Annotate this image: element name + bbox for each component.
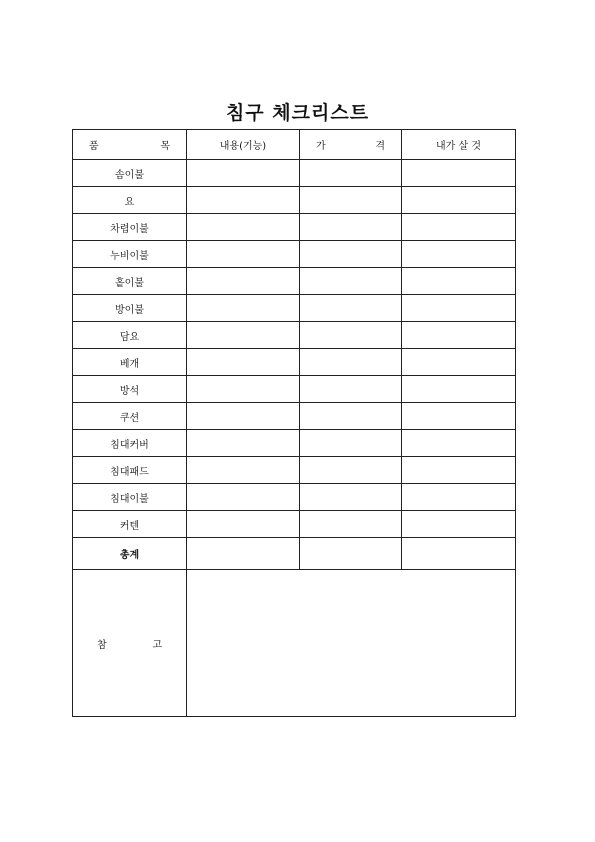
header-content: 내용(기능) — [187, 130, 300, 160]
table-row — [73, 403, 516, 430]
buy-cell[interactable] — [402, 268, 516, 295]
total-row — [73, 538, 516, 570]
table-row — [73, 511, 516, 538]
header-item-char-1: 품 — [89, 141, 99, 152]
item-name-cell: 방이불 — [73, 295, 187, 322]
buy-cell[interactable] — [402, 403, 516, 430]
note-row — [73, 570, 516, 717]
table-row — [73, 295, 516, 322]
buy-cell[interactable] — [402, 214, 516, 241]
buy-cell[interactable] — [402, 430, 516, 457]
table-row — [73, 241, 516, 268]
table-row — [73, 187, 516, 214]
buy-cell[interactable] — [402, 160, 516, 187]
total-label: 총계 — [73, 538, 187, 570]
item-name-cell: 쿠션 — [73, 403, 187, 430]
price-cell[interactable] — [300, 295, 402, 322]
header-buy: 내가 살 것 — [402, 130, 516, 160]
header-price — [300, 130, 402, 160]
price-cell[interactable] — [300, 214, 402, 241]
content-cell[interactable] — [187, 295, 300, 322]
content-cell[interactable] — [187, 241, 300, 268]
buy-cell[interactable] — [402, 322, 516, 349]
item-name-cell: 홑이불 — [73, 268, 187, 295]
item-name-cell: 요 — [73, 187, 187, 214]
content-cell[interactable] — [187, 322, 300, 349]
checklist-table — [72, 129, 516, 717]
total-price-cell[interactable] — [300, 538, 402, 570]
header-item — [73, 130, 187, 160]
page-title: 침구 체크리스트 — [225, 102, 370, 124]
header-row — [73, 130, 516, 160]
price-cell[interactable] — [300, 376, 402, 403]
price-cell[interactable] — [300, 511, 402, 538]
buy-cell[interactable] — [402, 457, 516, 484]
buy-cell[interactable] — [402, 376, 516, 403]
buy-cell[interactable] — [402, 484, 516, 511]
content-cell[interactable] — [187, 268, 300, 295]
item-name-cell: 누비이불 — [73, 241, 187, 268]
item-name-cell: 방석 — [73, 376, 187, 403]
content-cell[interactable] — [187, 349, 300, 376]
item-name-cell: 커텐 — [73, 511, 187, 538]
table-row — [73, 268, 516, 295]
content-cell[interactable] — [187, 187, 300, 214]
price-cell[interactable] — [300, 268, 402, 295]
content-cell[interactable] — [187, 376, 300, 403]
buy-cell[interactable] — [402, 241, 516, 268]
note-label-char-2: 고 — [152, 639, 162, 651]
item-name-cell: 담요 — [73, 322, 187, 349]
table-row — [73, 457, 516, 484]
table-row — [73, 376, 516, 403]
table-row — [73, 322, 516, 349]
price-cell[interactable] — [300, 484, 402, 511]
note-label-char-1: 참 — [97, 639, 107, 651]
table-row — [73, 160, 516, 187]
item-name-cell: 침대커버 — [73, 430, 187, 457]
content-cell[interactable] — [187, 430, 300, 457]
price-cell[interactable] — [300, 457, 402, 484]
content-cell[interactable] — [187, 511, 300, 538]
table-row — [73, 484, 516, 511]
total-buy-cell[interactable] — [402, 538, 516, 570]
content-cell[interactable] — [187, 403, 300, 430]
item-name-cell: 침대이불 — [73, 484, 187, 511]
table-row — [73, 349, 516, 376]
price-cell[interactable] — [300, 160, 402, 187]
price-cell[interactable] — [300, 322, 402, 349]
note-content-cell[interactable] — [187, 570, 516, 717]
buy-cell[interactable] — [402, 295, 516, 322]
price-cell[interactable] — [300, 241, 402, 268]
item-name-cell: 차렵이불 — [73, 214, 187, 241]
price-cell[interactable] — [300, 403, 402, 430]
content-cell[interactable] — [187, 457, 300, 484]
buy-cell[interactable] — [402, 511, 516, 538]
total-content-cell[interactable] — [187, 538, 300, 570]
content-cell[interactable] — [187, 160, 300, 187]
note-label-cell — [73, 570, 187, 717]
header-item-char-2: 목 — [160, 141, 170, 152]
header-price-char-2: 격 — [375, 141, 385, 152]
header-price-char-1: 가 — [316, 141, 326, 152]
price-cell[interactable] — [300, 430, 402, 457]
price-cell[interactable] — [300, 349, 402, 376]
checklist-body — [73, 130, 516, 717]
item-name-cell: 베개 — [73, 349, 187, 376]
table-row — [73, 214, 516, 241]
price-cell[interactable] — [300, 187, 402, 214]
buy-cell[interactable] — [402, 349, 516, 376]
content-cell[interactable] — [187, 214, 300, 241]
item-name-cell: 솜이불 — [73, 160, 187, 187]
table-row — [73, 430, 516, 457]
buy-cell[interactable] — [402, 187, 516, 214]
item-name-cell: 침대패드 — [73, 457, 187, 484]
note-label — [73, 636, 186, 651]
content-cell[interactable] — [187, 484, 300, 511]
